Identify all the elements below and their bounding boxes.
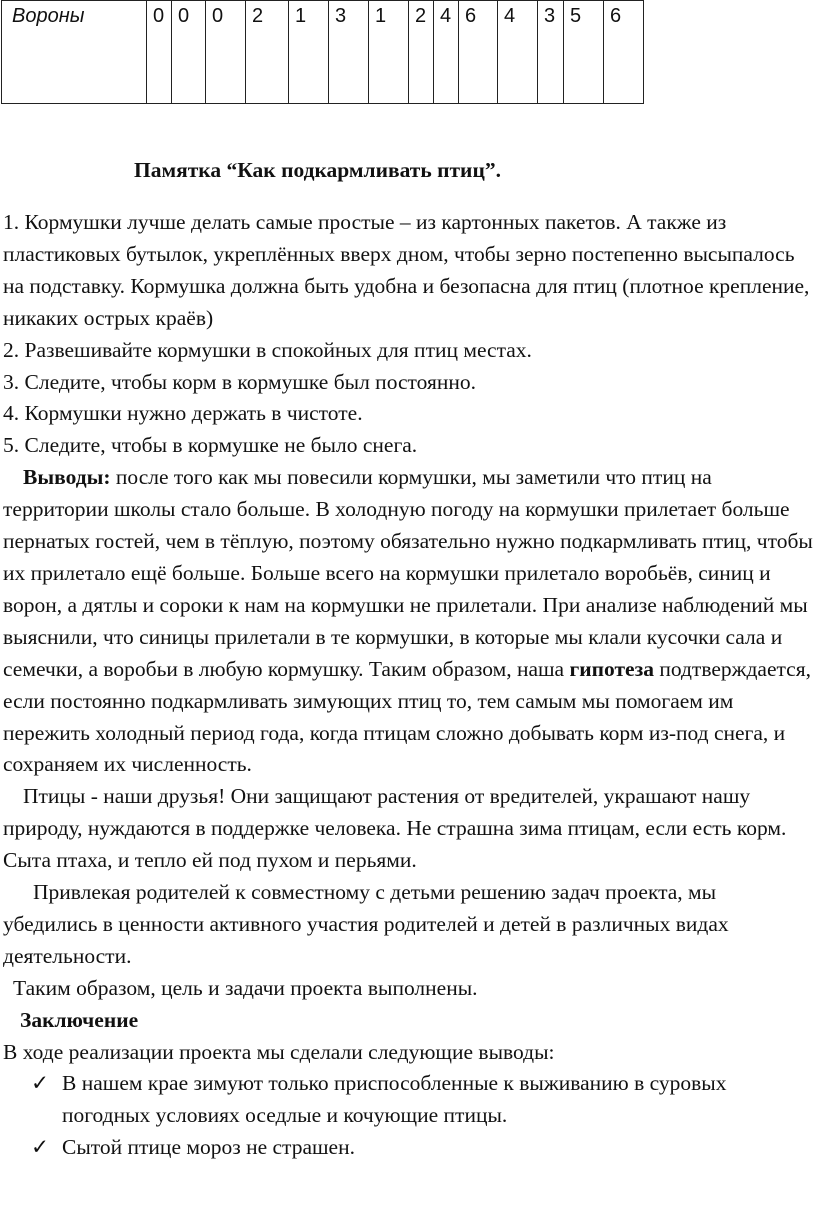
list-item-text: В нашем крае зимуют только приспособленные к выживанию в суровых погодных условиях оседлые и кочующие птицы. — [62, 1071, 727, 1128]
memo-item: 1. Кормушки лучше делать самые простые – из картонных пакетов. А также из пластиковых бутылок, укреплённых вверх дном, чтобы зерно постепенно высыпалось на подставку. Кормушка должна быть удобна и безопасна для птиц (плотное крепление, никаких острых краёв) — [3, 210, 810, 330]
value-cell: 0 — [147, 1, 172, 104]
conclusions-text: после того как мы повесили кормушки, мы заметили что птиц на территории школы стало больше. В холодную погоду на кормушки прилетает больше пернатых гостей, чем в тёплую, поэтому обязательно нужно подкармливать птиц, чтобы их прилетало ещё больше. Больше всего на кормушки прилетало воробьёв, синиц и ворон, а дятлы и сороки к нам на кормушки не прилетали. При анализе наблюдений мы выяснили, что синицы прилетали в те кормушки, в которые мы клали кусочки сала и семечки, а воробьи в любую кормушку. Таким образом, наша — [3, 465, 813, 681]
list-item-text: Сытой птице мороз не страшен. — [62, 1135, 355, 1160]
memo-item: 2. Развешивайте кормушки в спокойных для птиц местах. — [3, 337, 532, 362]
value-cell: 5 — [564, 1, 604, 104]
conclusions-paragraph — [3, 462, 813, 781]
memo-heading: Памятка “Как подкармливать птиц”. — [134, 158, 501, 182]
checkmark-icon: ✓ — [31, 1135, 50, 1160]
checkmark-icon: ✓ — [31, 1071, 50, 1096]
conclusions-label: Выводы: — [23, 465, 111, 490]
value-cell: 2 — [409, 1, 434, 104]
conclusion-heading-text: Заключение — [20, 1007, 139, 1032]
value-cell: 6 — [604, 1, 644, 104]
value-cell: 0 — [206, 1, 246, 104]
value-cell: 0 — [172, 1, 206, 104]
friends-paragraph: Птицы - наши друзья! Они защищают растения от вредителей, украшают нашу природу, нуждаются в поддержке человека. Не страшна зима птицам, если есть корм. Сыта птаха, и тепло ей под пухом и перьями. — [3, 784, 787, 873]
value-cell: 1 — [289, 1, 329, 104]
row-label-crows: Вороны — [2, 1, 147, 104]
memo-item: 3. Следите, чтобы корм в кормушке был постоянно. — [3, 369, 476, 394]
memo-item: 5. Следите, чтобы в кормушке не было снега. — [3, 433, 418, 458]
conclusion-heading — [3, 1005, 813, 1037]
value-cell: 3 — [538, 1, 564, 104]
conclusions-text-end: подтверждается, если постоянно подкармливать зимующих птиц то, тем самым мы помогаем им пережить холодный период года, когда птицам сложно добывать корм из-под снега, и сохраняем их численность. — [3, 656, 811, 777]
value-cell: 1 — [369, 1, 409, 104]
value-cell: 6 — [459, 1, 498, 104]
value-cell: 4 — [434, 1, 459, 104]
list-item — [3, 1132, 813, 1164]
value-cell: 2 — [246, 1, 289, 104]
parents-paragraph: Привлекая родителей к совместному с детьми решению задач проекта, мы убедились в ценности активного участия родителей и детей в различных видах деятельности. — [3, 880, 729, 968]
conclusion-intro: В ходе реализации проекта мы сделали следующие выводы: — [3, 1039, 555, 1064]
list-item — [3, 1068, 813, 1132]
hypothesis-word: гипотеза — [569, 656, 654, 681]
document-text — [3, 207, 813, 1164]
memo-item: 4. Кормушки нужно держать в чистоте. — [3, 401, 363, 426]
goal-paragraph: Таким образом, цель и задачи проекта выполнены. — [13, 975, 478, 1000]
value-cell: 3 — [329, 1, 369, 104]
value-cell: 4 — [498, 1, 538, 104]
table-row — [2, 1, 644, 104]
observation-table — [1, 0, 644, 104]
